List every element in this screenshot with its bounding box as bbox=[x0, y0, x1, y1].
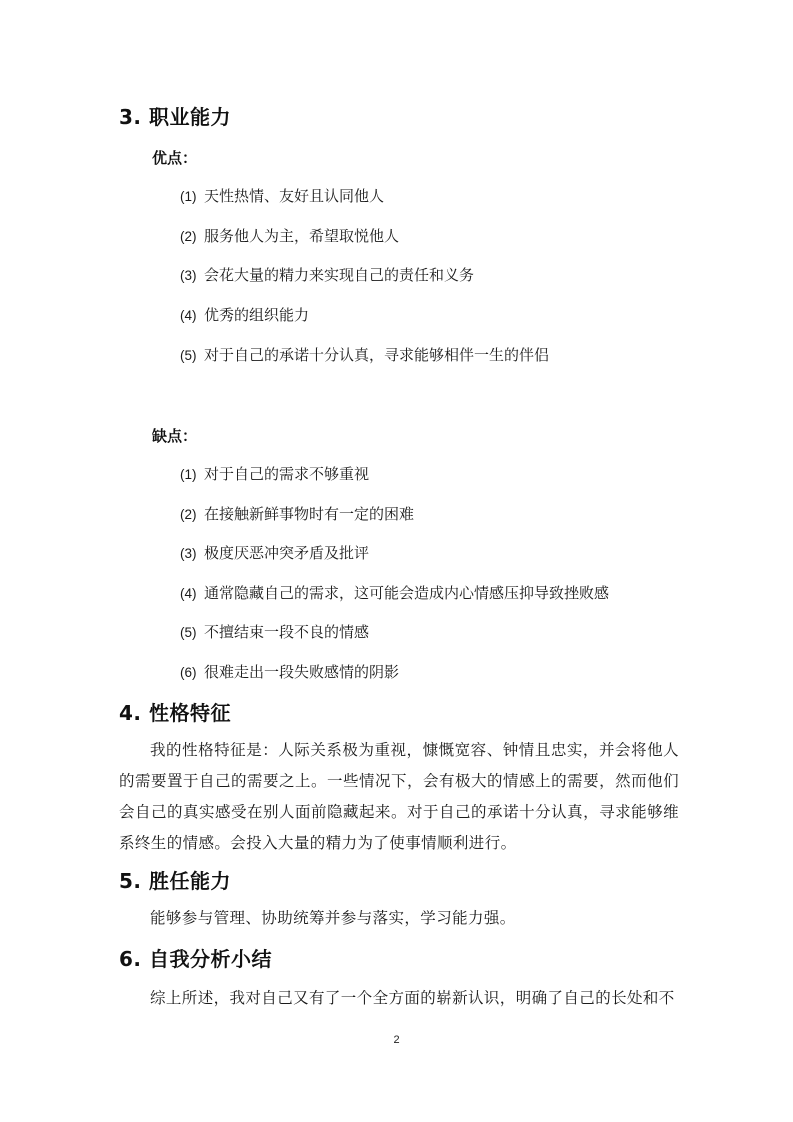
list-number: (2) bbox=[180, 229, 197, 244]
weaknesses-label: 缺点： bbox=[152, 427, 198, 445]
list-text: 优秀的组织能力 bbox=[204, 306, 310, 324]
section-3-heading: 3. 职业能力 bbox=[119, 105, 231, 129]
list-text: 通常隐藏自己的需求，这可能会造成内心情感压抑导致挫败感 bbox=[204, 584, 610, 602]
strength-item bbox=[180, 344, 549, 365]
section-4-paragraph: 我的性格特征是：人际关系极为重视，慷慨宽容、钟情且忠实，并会将他人的需要置于自己的需要之上。一些情况下，会有极大的情感上的需要，然而他们会自己的真实感受在别人面前隐藏起来。对于自己的承诺十分认真，寻求能够维系终生的情感。会投入大量的精力为了使事情顺利进行。 bbox=[119, 741, 679, 852]
strength-item bbox=[180, 225, 399, 246]
list-number: (4) bbox=[180, 308, 197, 323]
list-text: 服务他人为主，希望取悦他人 bbox=[204, 227, 400, 245]
section-5-heading: 5. 胜任能力 bbox=[119, 869, 231, 893]
list-number: (3) bbox=[180, 546, 197, 561]
list-text: 不擅结束一段不良的情感 bbox=[204, 623, 370, 641]
list-number: (6) bbox=[180, 665, 197, 680]
list-number: (4) bbox=[180, 586, 197, 601]
section-4-heading: 4. 性格特征 bbox=[119, 701, 231, 725]
strength-item bbox=[180, 185, 384, 206]
strength-item bbox=[180, 264, 474, 285]
list-text: 对于自己的承诺十分认真，寻求能够相伴一生的伴侣 bbox=[204, 346, 550, 364]
list-text: 对于自己的需求不够重视 bbox=[204, 465, 370, 483]
list-text: 很难走出一段失败感情的阴影 bbox=[204, 663, 400, 681]
weakness-item bbox=[180, 661, 399, 682]
list-number: (3) bbox=[180, 268, 197, 283]
list-number: (5) bbox=[180, 348, 197, 363]
weakness-item bbox=[180, 463, 369, 484]
list-text: 会花大量的精力来实现自己的责任和义务 bbox=[204, 266, 475, 284]
weakness-item bbox=[180, 503, 414, 524]
list-text: 在接触新鲜事物时有一定的困难 bbox=[204, 505, 415, 523]
list-number: (2) bbox=[180, 507, 197, 522]
weakness-item bbox=[180, 542, 369, 563]
section-6-heading: 6. 自我分析小结 bbox=[119, 947, 272, 971]
weakness-item bbox=[180, 582, 609, 603]
weakness-item bbox=[180, 621, 369, 642]
section-6-paragraph: 综上所述，我对自己又有了一个全方面的崭新认识，明确了自己的长处和不 bbox=[150, 989, 675, 1007]
page-number: 2 bbox=[393, 1034, 400, 1046]
list-text: 极度厌恶冲突矛盾及批评 bbox=[204, 544, 370, 562]
list-number: (5) bbox=[180, 625, 197, 640]
section-5-paragraph: 能够参与管理、协助统筹并参与落实，学习能力强。 bbox=[150, 909, 516, 927]
strengths-label: 优点： bbox=[152, 149, 198, 167]
list-number: (1) bbox=[180, 467, 197, 482]
list-number: (1) bbox=[180, 189, 197, 204]
strength-item bbox=[180, 304, 309, 325]
list-text: 天性热情、友好且认同他人 bbox=[204, 187, 385, 205]
